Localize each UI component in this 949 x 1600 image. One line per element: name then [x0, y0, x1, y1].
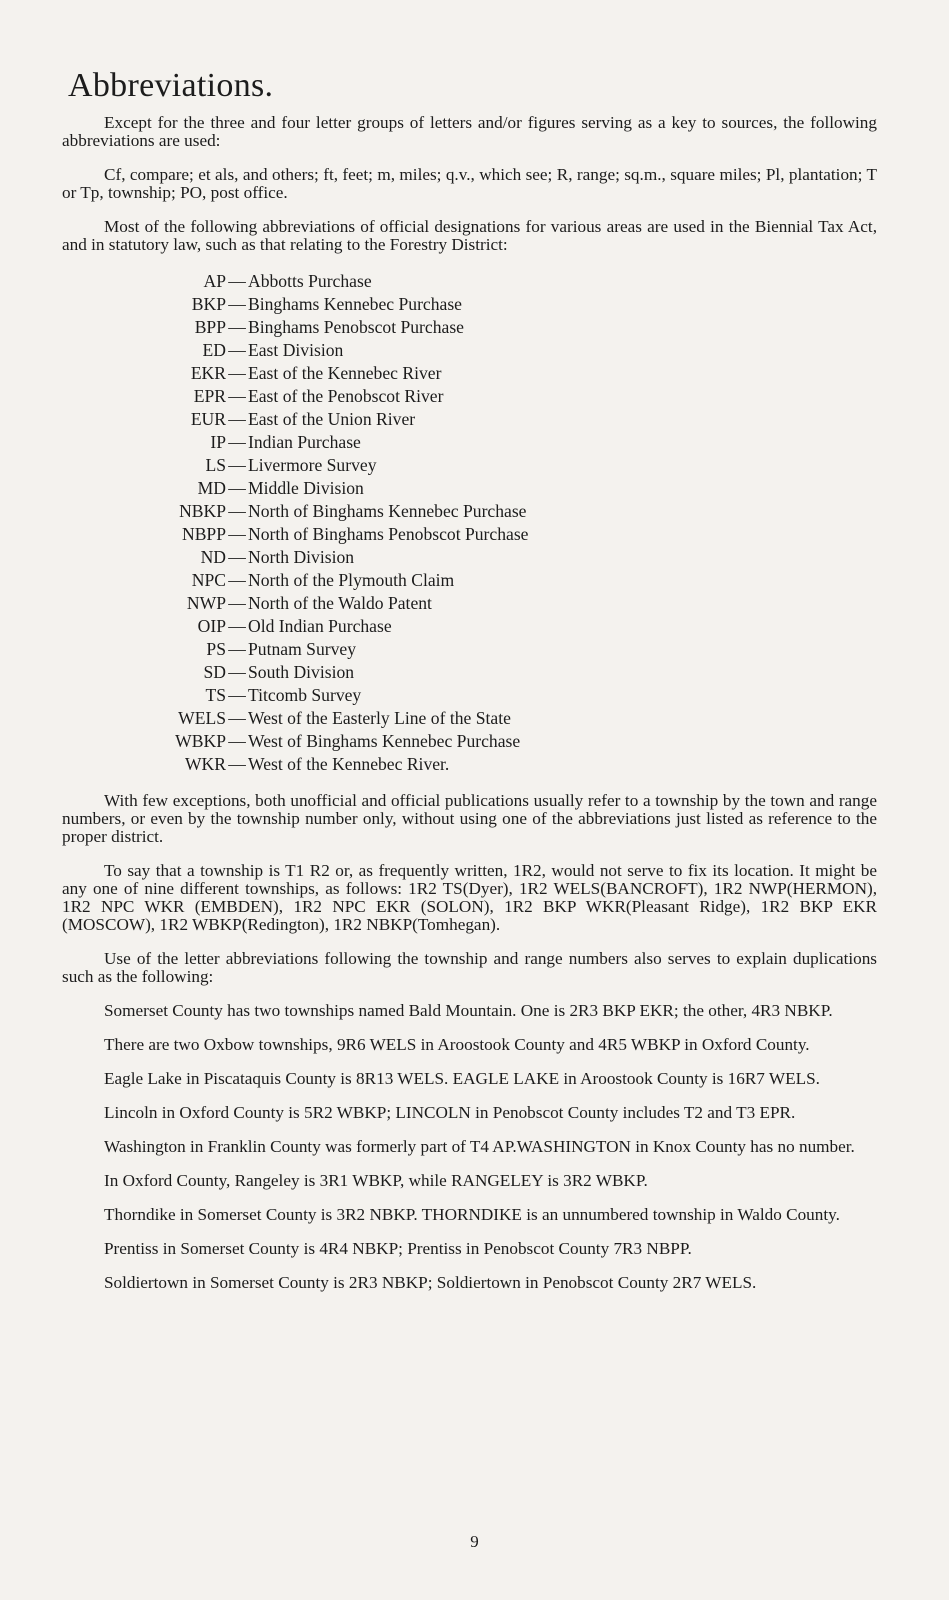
em-dash-separator: — — [228, 708, 246, 728]
em-dash-separator: — — [228, 271, 246, 291]
abbreviation-code: SD — [203, 662, 226, 682]
abbreviation-item — [62, 500, 877, 523]
abbreviation-meaning: South Division — [248, 662, 355, 682]
abbreviation-meaning: North of the Plymouth Claim — [248, 570, 455, 590]
abbreviation-meaning: North Division — [248, 547, 355, 567]
abbreviation-code: BPP — [194, 317, 226, 337]
document-body — [62, 114, 877, 1308]
abbreviation-code: BKP — [191, 294, 226, 314]
abbreviation-item — [62, 546, 877, 569]
abbreviation-item — [62, 592, 877, 615]
abbreviation-meaning: Putnam Survey — [248, 639, 357, 659]
em-dash-separator: — — [228, 363, 246, 383]
body-paragraph: With few exceptions, both unofficial and official publications usually refer to a township by the town and range numbers, or even by the township number only, without using one of the abbreviations just listed as reference to the proper district. — [62, 791, 877, 846]
em-dash-separator: — — [228, 639, 246, 659]
em-dash-separator: — — [228, 478, 246, 498]
em-dash-separator: — — [228, 501, 246, 521]
abbreviation-code: ND — [200, 547, 226, 567]
abbreviation-item — [62, 385, 877, 408]
abbreviation-code: ED — [202, 340, 226, 360]
abbreviation-meaning: Indian Purchase — [248, 432, 361, 452]
body-paragraph: Lincoln in Oxford County is 5R2 WBKP; LINCOLN in Penobscot County includes T2 and T3 EPR. — [104, 1103, 796, 1122]
em-dash-separator: — — [228, 386, 246, 406]
body-paragraph: Eagle Lake in Piscataquis County is 8R13 WELS. EAGLE LAKE in Aroostook County is 16R7 WELS. — [104, 1069, 820, 1088]
abbreviation-meaning: Abbotts Purchase — [248, 271, 372, 291]
abbreviation-meaning: North of Binghams Kennebec Purchase — [248, 501, 527, 521]
abbreviation-code: NBKP — [179, 501, 226, 521]
abbreviation-item — [62, 707, 877, 730]
abbreviation-code: WKR — [184, 754, 226, 774]
abbreviation-item — [62, 638, 877, 661]
abbreviation-meaning: West of Binghams Kennebec Purchase — [248, 731, 521, 751]
body-paragraph: There are two Oxbow townships, 9R6 WELS in Aroostook County and 4R5 WBKP in Oxford County. — [104, 1035, 810, 1054]
abbreviation-item — [62, 569, 877, 592]
em-dash-separator: — — [228, 593, 246, 613]
em-dash-separator: — — [228, 547, 246, 567]
abbreviation-item — [62, 339, 877, 362]
abbreviation-code: OIP — [197, 616, 226, 636]
abbreviation-item — [62, 730, 877, 753]
em-dash-separator: — — [228, 317, 246, 337]
abbreviation-item — [62, 293, 877, 316]
body-paragraph: Prentiss in Somerset County is 4R4 NBKP; Prentiss in Penobscot County 7R3 NBPP. — [104, 1239, 692, 1258]
abbreviation-item — [62, 362, 877, 385]
body-paragraph: Soldiertown in Somerset County is 2R3 NBKP; Soldiertown in Penobscot County 2R7 WELS. — [104, 1273, 757, 1292]
abbreviation-meaning: West of the Kennebec River. — [248, 754, 450, 774]
body-paragraph: Somerset County has two townships named Bald Mountain. One is 2R3 BKP EKR; the other, 4R3 NBKP. — [104, 1001, 833, 1020]
em-dash-separator: — — [228, 432, 246, 452]
em-dash-separator: — — [228, 524, 246, 544]
page-title: Abbreviations. — [68, 66, 274, 104]
body-paragraph: In Oxford County, Rangeley is 3R1 WBKP, while RANGELEY is 3R2 WBKP. — [104, 1171, 648, 1190]
abbreviation-code: NPC — [191, 570, 226, 590]
intro-paragraph: Except for the three and four letter groups of letters and/or figures serving as a key to sources, the following abbreviations are used: — [62, 113, 877, 150]
intro-paragraph: Most of the following abbreviations of official designations for various areas are used in the Biennial Tax Act, and in statutory law, such as that relating to the Forestry District: — [62, 217, 877, 254]
body-paragraph: Thorndike in Somerset County is 3R2 NBKP. THORNDIKE is an unnumbered township in Waldo County. — [104, 1205, 840, 1224]
abbreviation-item — [62, 523, 877, 546]
abbreviation-meaning: North of the Waldo Patent — [248, 593, 432, 613]
abbreviation-item — [62, 753, 877, 776]
abbreviation-code: TS — [205, 685, 226, 705]
em-dash-separator: — — [228, 731, 246, 751]
body-paragraph: To say that a township is T1 R2 or, as frequently written, 1R2, would not serve to fix its location. It might be any one of nine different townships, as follows: 1R2 TS(Dyer), 1R2 WELS(BANCROFT), 1R2 NWP(HERMON), 1R2 NPC WKR (EMBDEN), 1R2 NPC EKR (SOLON), 1R2 BKP WKR(Pleasant Ridge), 1R2 BKP EKR (MOSCOW), 1R2 WBKP(Redington), 1R2 NBKP(Tomhegan). — [62, 861, 877, 934]
em-dash-separator: — — [228, 754, 246, 774]
abbreviation-code: WBKP — [175, 731, 226, 751]
abbreviation-meaning: Old Indian Purchase — [248, 616, 392, 636]
abbreviation-meaning: Titcomb Survey — [248, 685, 362, 705]
abbreviation-code: NBPP — [181, 524, 226, 544]
abbreviation-code: EUR — [190, 409, 226, 429]
abbreviation-item — [62, 684, 877, 707]
abbreviation-item — [62, 270, 877, 293]
abbreviation-item — [62, 408, 877, 431]
abbreviation-code: EKR — [190, 363, 226, 383]
abbreviation-meaning: East Division — [248, 340, 344, 360]
abbreviation-item — [62, 316, 877, 339]
abbreviation-meaning: Livermore Survey — [248, 455, 377, 475]
abbreviation-code: WELS — [178, 708, 226, 728]
abbreviation-code: AP — [203, 271, 226, 291]
abbreviation-meaning: West of the Easterly Line of the State — [248, 708, 511, 728]
abbreviation-meaning: East of the Penobscot River — [248, 386, 444, 406]
abbreviation-code: PS — [206, 639, 226, 659]
em-dash-separator: — — [228, 662, 246, 682]
abbreviation-item — [62, 615, 877, 638]
abbreviation-code: NWP — [186, 593, 226, 613]
abbreviation-meaning: North of Binghams Penobscot Purchase — [248, 524, 529, 544]
abbreviation-code: IP — [210, 432, 226, 452]
body-paragraph: Use of the letter abbreviations following the township and range numbers also serves to explain duplications such as the following: — [62, 949, 877, 986]
em-dash-separator: — — [228, 455, 246, 475]
abbreviation-meaning: Binghams Kennebec Purchase — [248, 294, 462, 314]
em-dash-separator: — — [228, 685, 246, 705]
intro-paragraph: Cf, compare; et als, and others; ft, feet; m, miles; q.v., which see; R, range; sq.m., square miles; Pl, plantation; T or Tp, township; PO, post office. — [62, 165, 877, 202]
em-dash-separator: — — [228, 570, 246, 590]
em-dash-separator: — — [228, 294, 246, 314]
abbreviation-list — [62, 270, 877, 776]
abbreviation-item — [62, 477, 877, 500]
abbreviation-code: EPR — [193, 386, 226, 406]
abbreviation-item — [62, 454, 877, 477]
em-dash-separator: — — [228, 340, 246, 360]
abbreviation-meaning: East of the Union River — [248, 409, 416, 429]
abbreviation-item — [62, 661, 877, 684]
abbreviation-meaning: Middle Division — [248, 478, 364, 498]
abbreviation-code: MD — [197, 478, 226, 498]
abbreviation-code: LS — [205, 455, 226, 475]
abbreviation-item — [62, 431, 877, 454]
body-paragraph: Washington in Franklin County was formerly part of T4 AP.WASHINGTON in Knox County has no number. — [104, 1137, 855, 1156]
em-dash-separator: — — [228, 409, 246, 429]
page-number: 9 — [470, 1532, 479, 1551]
em-dash-separator: — — [228, 616, 246, 636]
abbreviation-meaning: East of the Kennebec River — [248, 363, 442, 383]
abbreviation-meaning: Binghams Penobscot Purchase — [248, 317, 464, 337]
